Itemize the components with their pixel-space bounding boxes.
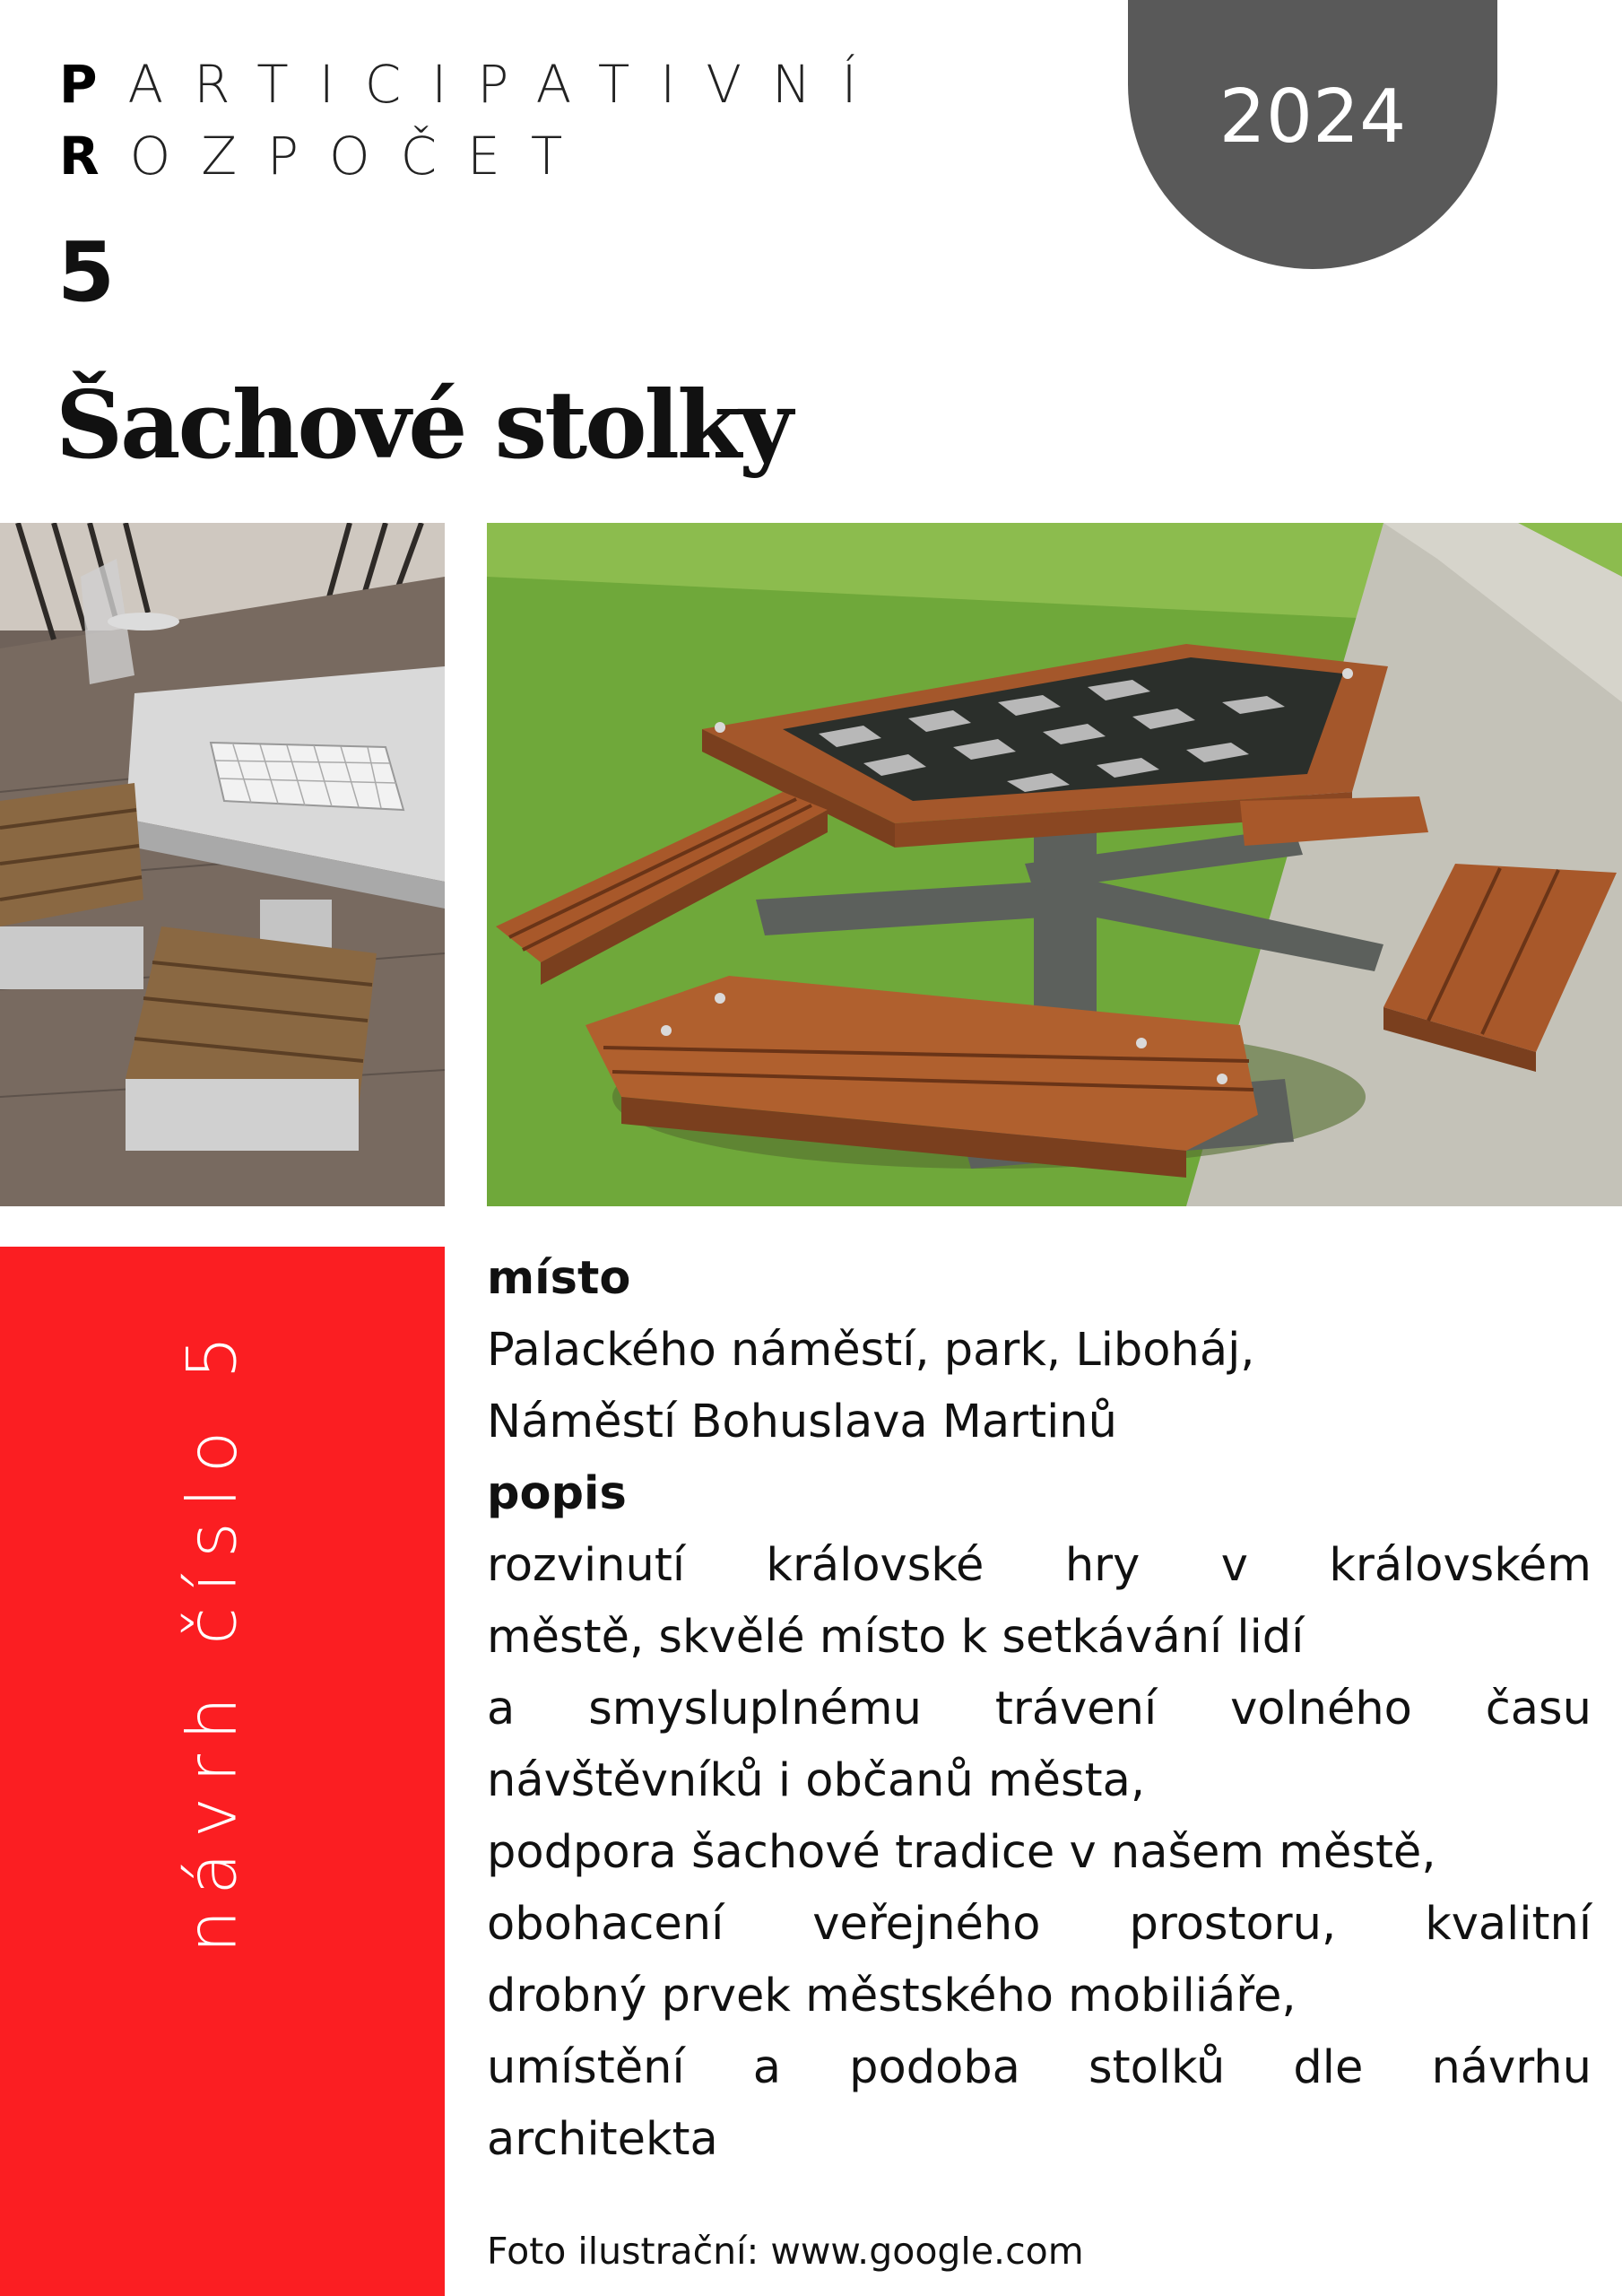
- year-text: 2024: [1219, 74, 1407, 160]
- description-heading: popis: [487, 1467, 627, 1520]
- photo-stone-chess-tables: [0, 523, 445, 1206]
- place-line: Palackého náměstí, park, Liboháj,: [487, 1324, 1255, 1377]
- photo-wooden-chess-table: [487, 523, 1622, 1206]
- place-heading: místo: [487, 1252, 631, 1305]
- description-line: podpora šachové tradice v našem městě,: [487, 1826, 1436, 1879]
- photo-credit: Foto ilustrační: www.google.com: [487, 2230, 1084, 2273]
- description-text: [487, 1530, 1592, 2176]
- description-line: městě, skvělé místo k setkávání lidí: [487, 1611, 1305, 1664]
- side-label: návrh číslo 5: [171, 1320, 252, 1953]
- proposal-details: [487, 1243, 1592, 2176]
- description-line: architekta: [487, 2113, 718, 2166]
- description-line: drobný prvek městského mobiliáře,: [487, 1970, 1297, 2022]
- place-line: Náměstí Bohuslava Martinů: [487, 1396, 1117, 1448]
- page-title: Šachové stolky: [56, 370, 791, 480]
- description-line: a smysluplnému trávení volného času: [487, 1683, 1592, 1735]
- org-name-line-2: ROZPOČET: [59, 126, 594, 187]
- description-line: obohacení veřejného prostoru, kvalitní: [487, 1898, 1592, 1951]
- year-badge: [1128, 0, 1497, 269]
- proposal-number: 5: [57, 224, 116, 320]
- description-line: umístění a podoba stolků dle návrhu: [487, 2041, 1592, 2094]
- description-line: rozvinutí královské hry v královském: [487, 1539, 1592, 1592]
- description-line: návštěvníků i občanů města,: [487, 1754, 1146, 1807]
- org-name-line-1: PARTICIPATIVNÍ: [59, 54, 888, 115]
